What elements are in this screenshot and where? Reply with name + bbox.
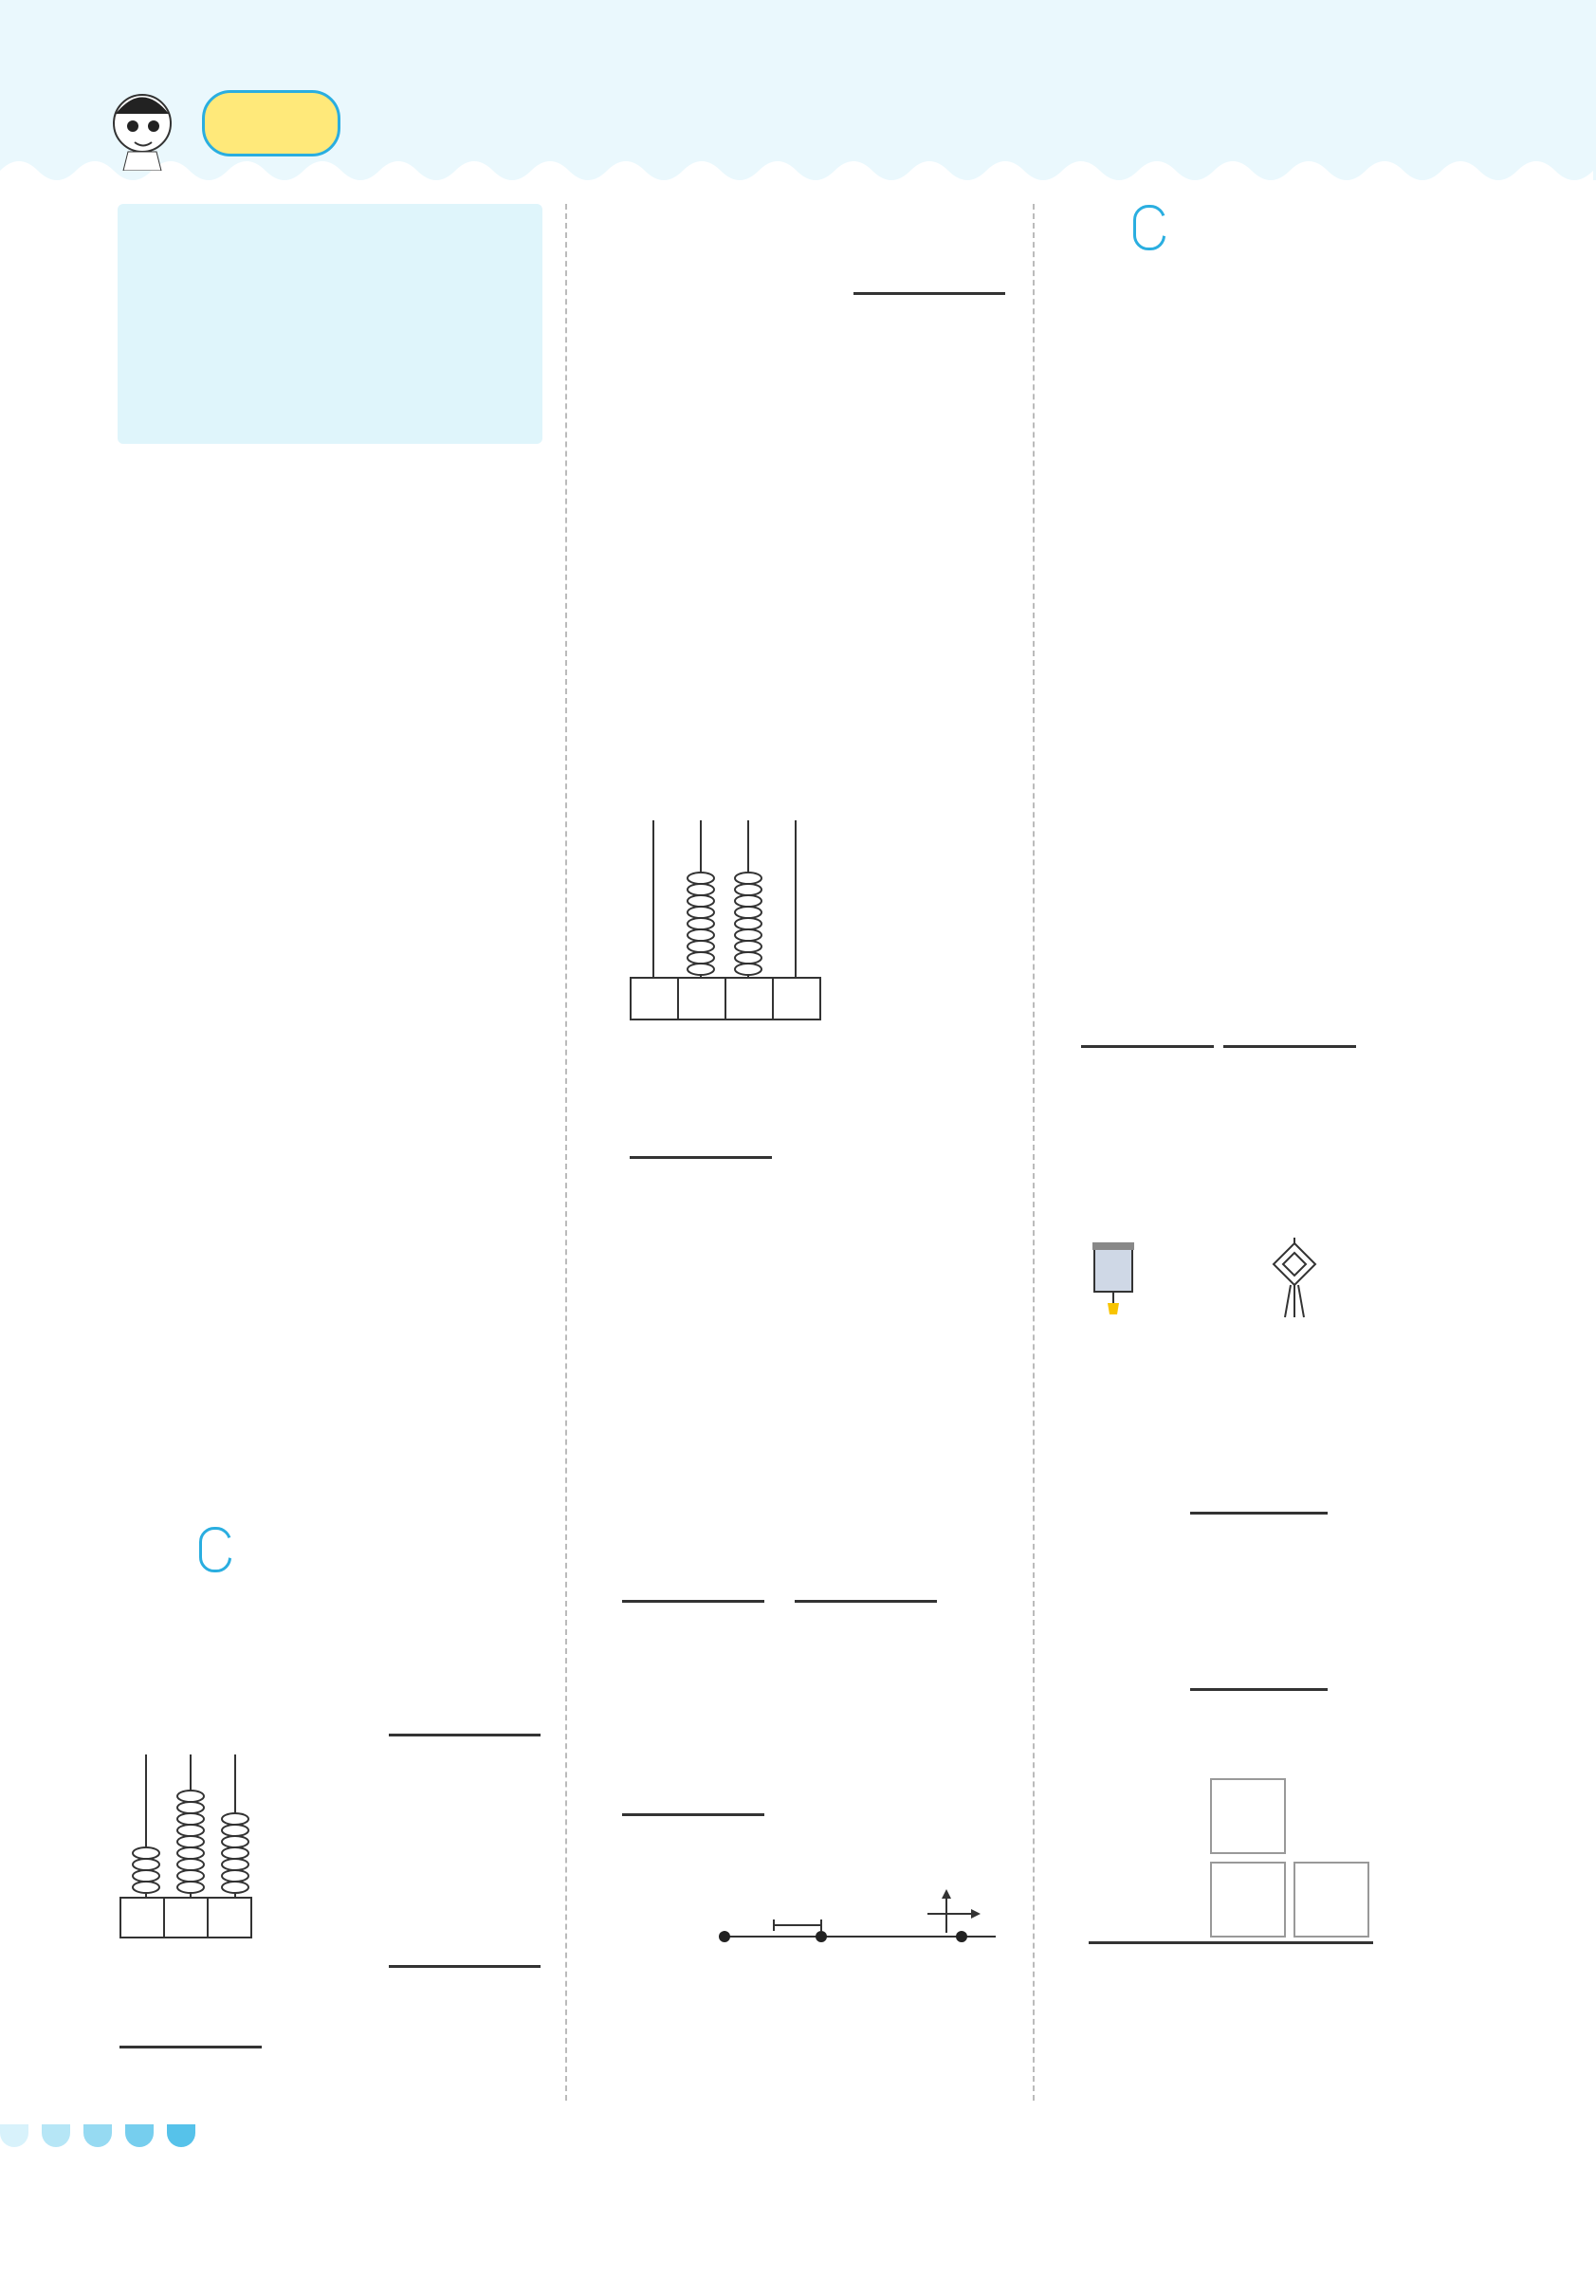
ex3-sum1 (389, 1646, 541, 1780)
chinese-knot-icon (1266, 1238, 1323, 1318)
ex3-sum2 (389, 1878, 541, 2011)
divider-2 (1033, 204, 1035, 2101)
mascot-icon (104, 81, 180, 171)
hint-box (118, 204, 542, 444)
abacus-2-labels (630, 977, 821, 1020)
c2-top-sum (853, 205, 1005, 339)
ex3-sum3 (119, 1958, 262, 2092)
calc-sum-1 (1190, 1424, 1328, 1558)
sec3-badge (1133, 205, 1165, 250)
c3-q3-sum2 (1223, 958, 1356, 1092)
abacus-4-rods (630, 816, 819, 982)
calc-sum-2 (1190, 1601, 1328, 1735)
c2-q3-sum1 (622, 1513, 764, 1646)
abacus-1-labels (119, 1897, 252, 1938)
grid-box-3 (1293, 1862, 1369, 1938)
sec2-badge (199, 1527, 231, 1572)
header-wave (0, 152, 1596, 190)
grid-sum-line (1089, 1941, 1373, 1944)
c3-q3-sum1 (1081, 958, 1214, 1092)
ex4-sum1 (630, 1069, 772, 1203)
grid-box-1 (1210, 1778, 1286, 1854)
grid-box-2 (1210, 1862, 1286, 1938)
lantern-icon (1089, 1240, 1138, 1314)
divider-1 (565, 204, 567, 2101)
c2-q3-sum2 (795, 1513, 937, 1646)
c2-q3-sum3 (622, 1726, 764, 1860)
map-line (711, 1887, 1015, 1963)
logo (202, 90, 340, 156)
footer-dots (0, 2124, 195, 2147)
